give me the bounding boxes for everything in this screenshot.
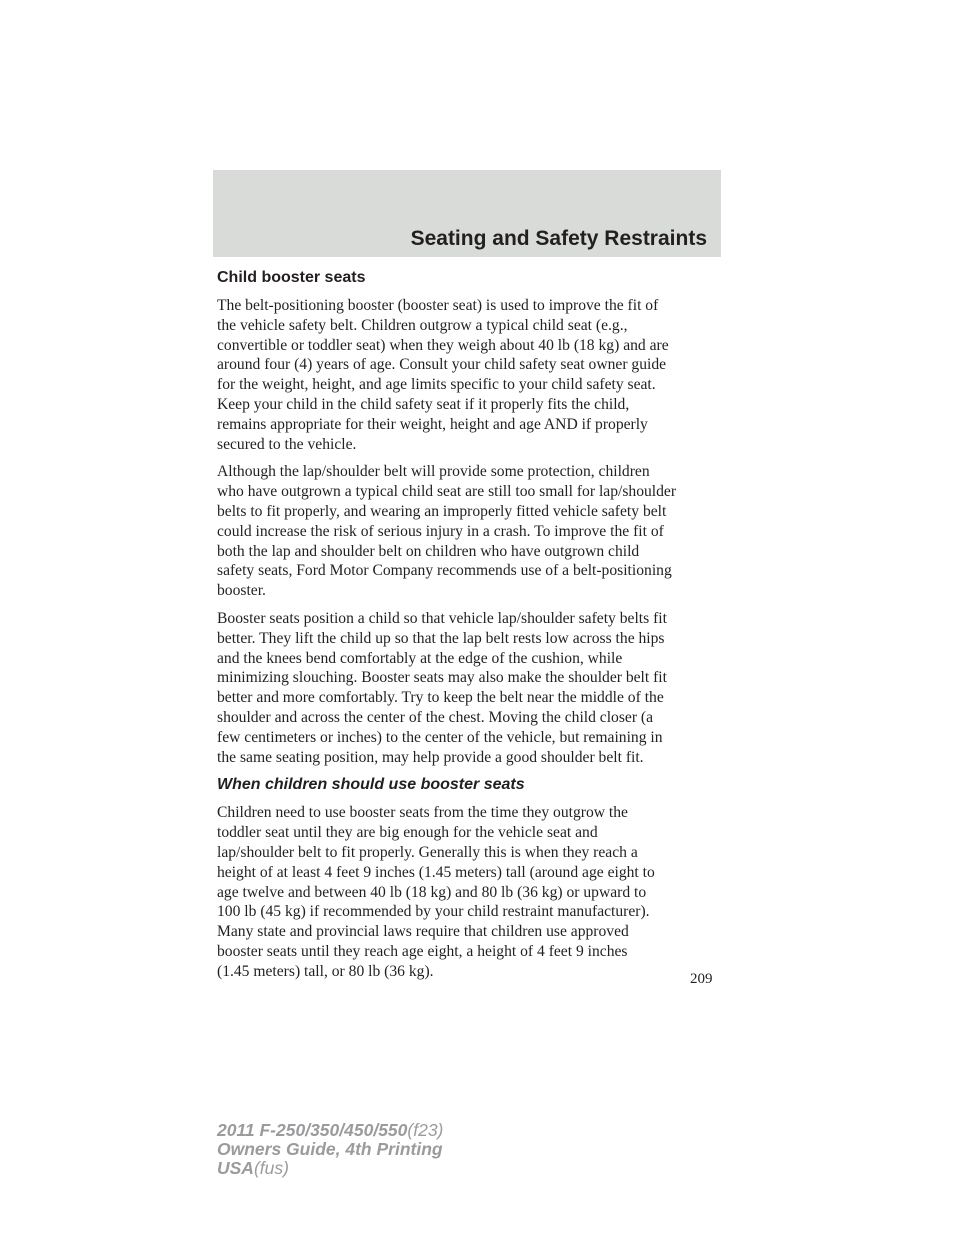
footer-region-code: (fus) [253,1158,289,1178]
footer-edition: Owners Guide, 4th Printing [217,1139,443,1159]
footer-region: USA [217,1158,254,1178]
subheading-when-to-use: When children should use booster seats [217,776,525,794]
footer-line-model [217,1121,443,1140]
page-content [217,268,725,990]
paragraph-4: Children need to use booster seats from the time they outgrow the toddler seat until they are big enough for the vehicle seat and lap/shoulder belt to fit properly. Generally this is when they reach a height of at least 4 feet 9 inches (1.45 meters) tall (around age eight to age twelve and between 40 lb (18 kg) and 80 lb (36 kg) or upward to 100 lb (45 kg) if recommended by your child restraint manufacturer). Many state and provincial laws require that children use approved booster seats until they reach age eight, a height of 4 feet 9 inches (1.45 meters) tall, or 80 lb (36 kg). [217,804,655,980]
paragraph-1: The belt-positioning booster (booster seat) is used to improve the fit of the vehicle safety belt. Children outgrow a typical child seat (e.g., convertible or toddler seat) when they weigh about 40 lb (18 kg) and are around four (4) years of age. Consult your child safety seat owner guide for the weight, height, and age limits specific to your child safety seat. Keep your child in the child safety seat if it properly fits the child, remains appropriate for their weight, height and age AND if properly secured to the vehicle. [217,297,669,453]
page-number: 209 [690,971,713,987]
footer-model-code: (f23) [407,1120,444,1140]
heading-child-booster-seats: Child booster seats [217,269,366,286]
section-header-band [213,170,721,257]
paragraph-2: Although the lap/shoulder belt will provide some protection, children who have outgrown a typical child seat are still too small for lap/shoulder belts to fit properly, and wearing an improperly fitted vehicle safety belt could increase the risk of serious injury in a crash. To improve the fit of both the lap and shoulder belt on children who have outgrown child safety seats, Ford Motor Company recommends use of a belt-positioning booster. [217,463,677,600]
footer-print-info [217,1121,443,1178]
section-title: Seating and Safety Restraints [410,227,707,250]
footer-line-region [217,1159,443,1178]
paragraph-3: Booster seats position a child so that vehicle lap/shoulder safety belts fit better. They lift the child up so that the lap belt rests low across the hips and the knees bend comfortably at the edge of the cushion, while minimizing slouching. Booster seats may also make the shoulder belt fit better and more comfortably. Try to keep the belt near the middle of the shoulder and across the center of the chest. Moving the child closer (a few centimeters or inches) to the center of the vehicle, but remaining in the same seating position, may help provide a good shoulder belt fit. [217,609,667,766]
footer-model: 2011 F-250/350/450/550 [217,1120,408,1140]
